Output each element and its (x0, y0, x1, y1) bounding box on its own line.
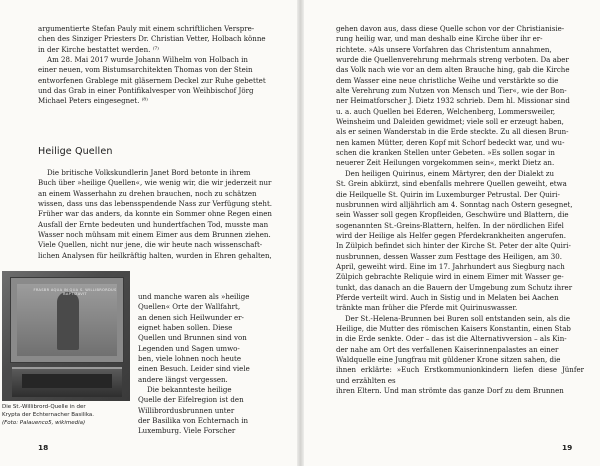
text-line: u. a. auch Quellen bei Ederen, Welchenberg, Lommersweiler, (336, 106, 556, 116)
text-line: Wasser noch mühsam mit einem Eimer aus dem Brunnen ziehen. (38, 230, 271, 240)
text-line: als er seinen Wanderstab in die Erde steckte. Zu all diesen Brun- (336, 127, 569, 137)
text-line: tränkte man früher die Pferde mit Quirinuswasser. (336, 303, 518, 313)
figure-caption (2, 403, 132, 427)
text-line: Quellen und Brunnen sind von (138, 333, 247, 343)
text-line: wissen, dass uns das lebensspendende Nass zur Verfügung steht. (38, 199, 273, 209)
page-number-right: 19 (562, 443, 573, 452)
text-line: ner Heimatforscher J. Dietz 1932 schrieb. Dem hl. Missionar sind (336, 96, 570, 106)
text-line: das Volk nach wie vor an dem alten Brauche hing, gab die Kirche (336, 65, 570, 75)
text-line: Weinsheim und Daleiden gewidmet; viele soll er erzeugt haben, (336, 117, 564, 127)
section-heading: Heilige Quellen (38, 146, 113, 157)
text-line: gehen davon aus, dass diese Quelle schon vor der Christianisie- (336, 24, 565, 33)
text-line: In Zülpich befindet sich hinter der Kirche St. Peter der alte Quiri- (336, 241, 571, 251)
text-line: Der St.-Helena-Brunnen bei Buren soll entstanden sein, als die (345, 313, 570, 323)
text-line: einen Besuch. Leider sind viele (138, 364, 250, 374)
text-line: Quellen« Orte der Wallfahrt, (138, 302, 241, 312)
text-line: Den heiligen Quirinus, einem Märtyrer, den der Dialekt zu (345, 168, 555, 178)
text-line: Am 28. Mai 2017 wurde Johann Wilhelm von Holbach in (47, 55, 248, 65)
text-line: und manche waren als »heilige (138, 292, 250, 301)
right-page-text (336, 24, 584, 396)
text-line: schen die kranken Stellen unter Gebeten. »Es sollen sogar in (336, 148, 555, 158)
page-number-left: 18 (38, 443, 49, 452)
text-line: Waldquelle eine Jungfrau mit güldener Krone sitzen sahen, die (336, 355, 561, 364)
caption-line: Die St.-Willibrord-Quelle in der (2, 404, 86, 410)
text-line: lichen Analysen für heilkräftig halten, wurden in Ehren gehalten, (38, 250, 272, 260)
text-line: Die bekannteste heilige (147, 385, 232, 395)
text-line: an denen sich Heilwunder er- (138, 312, 244, 322)
text-line: chen des Sinziger Priesters Dr. Christian Vetter, Holbach könne (38, 34, 266, 44)
text-line: April, geweiht wird. Eine im 17. Jahrhundert aus Siegburg nach (336, 261, 565, 271)
text-line: einer neuen, vom Bistumsarchitekten Thomas von der Stein (38, 65, 253, 75)
text-line: ben, viele lohnen noch heute (138, 354, 242, 364)
text-line: Ausfall der Ernte bedeuten und hundertfachen Tod, musste man (38, 219, 269, 229)
text-line: der Basilika von Echternach in (138, 416, 249, 426)
text-line: alte Verehrung zum Nutzen von Mensch und Tier«, wie der Bon- (336, 86, 567, 96)
quellen-text (38, 168, 280, 261)
text-line: in der Kirche bestattet werden. ⁽⁷⁾ (38, 44, 159, 54)
text-line: Luxemburg. Viele Forscher (138, 426, 236, 436)
text-line: an einem Wasserhahn zu drehen brauchen, noch zu schätzen (38, 188, 257, 198)
saint-relief-figure (57, 292, 79, 350)
text-line: Pferde verteilt wird. Auch in Sistig und in Melaten bei Aachen (336, 292, 559, 302)
text-line: entworfenen Grablege mit gläsernem Deckel zur Ruhe gebettet (38, 75, 266, 85)
text-line: andere längst vergessen. (138, 374, 228, 384)
left-page (0, 0, 298, 466)
text-line: Quelle der Eifelregion ist den (138, 395, 244, 405)
text-line: tunkt, das danach an die Bauern der Umgebung zum Schutz ihrer (336, 282, 573, 292)
text-line: nusbrunnen wird alljährlich am 4. Sonntag nach Ostern gesegnet, (336, 199, 573, 209)
right-page (304, 0, 600, 466)
text-line: Legenden und Sagen umwo- (138, 343, 240, 353)
book-gutter (297, 0, 304, 466)
relief-frame (10, 277, 124, 363)
text-line: Buch über »heilige Quellen«, wie wenig wir, die wir jederzeit nur (38, 178, 272, 188)
text-line: wird der Heilige als Helfer gegen Pferdekrankheiten angerufen. (336, 230, 566, 240)
text-line: wurde die Quellenverehrung mehrmals streng verboten. Da aber (336, 55, 569, 65)
text-line: der nahe am Ort des verfallenen Kaiserinnenpalastes an einer (336, 344, 559, 354)
text-line: nusbrunnen, dessen Wasser zum Festtage des Heiligen, am 30. (336, 251, 562, 261)
text-line: und das Grab in einer Pontifikalvesper von Weihbischof Jörg (38, 86, 254, 96)
relief-inscription: FRASBR AQUA IN QUA S. WILLIBRORDUS BAPTIZAVIT (33, 288, 117, 296)
text-line: Willibrordusbrunnen unter (138, 405, 235, 415)
text-line: Michael Peters eingesegnet. ⁽⁸⁾ (38, 96, 148, 106)
text-line: Heilige, die Mutter des römischen Kaisers Konstantin, einen Stab (336, 323, 571, 333)
willibrord-spring-photo (2, 271, 130, 401)
text-line: nen kamen Mütter, deren Kopf mit Schorf bedeckt war, und wu- (336, 137, 565, 147)
text-line: argumentierte Stefan Pauly mit einem schriftlichen Verspre- (38, 24, 255, 33)
basin-water (22, 374, 112, 388)
text-line: neuerer Zeit Heilungen vorgekommen sein«, merkt Dietz an. (336, 158, 555, 168)
caption-line: Krypta der Echternacher Basilika. (2, 412, 95, 418)
text-line: Die britische Volkskundlerin Janet Bord betonte in ihrem (47, 168, 251, 177)
text-line: ihnen erklärte: »Euch Erstkommunionkindern liefen diese Jünfer und erzählten es (336, 365, 584, 385)
text-line: rung heilig war, und man deshalb eine Kirche über ihr er- (336, 34, 543, 44)
text-line: Viele Quellen, nicht nur jene, die wir heute nach wissenschaft- (38, 240, 263, 250)
text-line: St. Grein abkürzt, sind ebenfalls mehrere Quellen geweiht, etwa (336, 179, 567, 189)
text-line: Früher war das anders, da konnte ein Sommer ohne Regen einen (38, 209, 272, 219)
intro-text (38, 24, 280, 107)
text-line: richtete. »Als unsere Vorfahren das Christentum annahmen, (336, 44, 552, 54)
text-line: in die Erde senkte. Oder – das ist die Alternativversion – als Kin- (336, 334, 567, 344)
text-line: ihren Eltern. Und man strömte das ganze Dorf zu dem Brunnen (336, 386, 564, 396)
text-line: die Heilquelle St. Quirin im Luxemburger Petrustal. Der Quiri- (336, 189, 560, 199)
text-line: Zülpich gebrachte Reliquie wird in einem Eimer mit Wasser ge- (336, 272, 564, 282)
text-line: eignet haben sollen. Diese (138, 323, 233, 333)
text-line: dem Wasser eine neue christliche Weihe und verstärkte so die (336, 75, 559, 85)
text-line: sogenannten St.-Greins-Blattern, helfen. In der nördlichen Eifel (336, 220, 564, 230)
caption-credit: (Foto: Palauenco5, wikimedia) (2, 420, 86, 426)
text-line: sein Wasser soll gegen Kropfleiden, Geschwüre und Blattern, die (336, 210, 569, 220)
wrapped-text (138, 292, 280, 437)
